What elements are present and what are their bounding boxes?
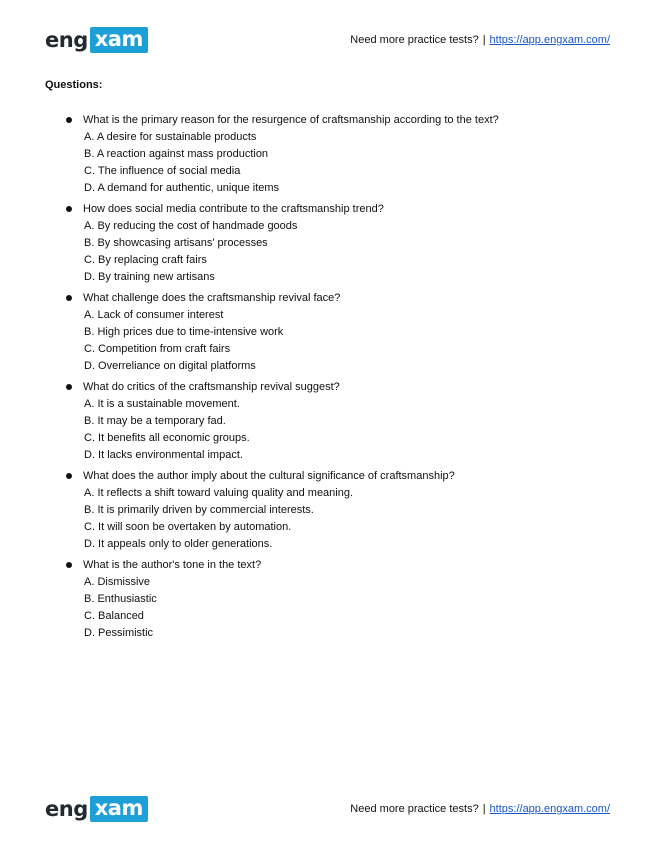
logo-eng-text: eng bbox=[45, 28, 88, 52]
logo-xam-text: xam bbox=[90, 796, 148, 822]
header-practice-link[interactable]: https://app.engxam.com/ bbox=[489, 34, 610, 46]
page-header bbox=[45, 25, 610, 55]
question-text: What challenge does the craftsmanship revival face? bbox=[83, 291, 341, 304]
answer-option: A. By reducing the cost of handmade goods bbox=[84, 219, 298, 232]
footer-practice-link[interactable]: https://app.engxam.com/ bbox=[489, 803, 610, 815]
question-list bbox=[66, 111, 626, 645]
answer-option: D. Pessimistic bbox=[84, 626, 154, 639]
answer-option: D. A demand for authentic, unique items bbox=[84, 181, 280, 194]
engxam-logo-footer[interactable] bbox=[45, 796, 148, 822]
answer-option: A. It reflects a shift toward valuing quality and meaning. bbox=[84, 486, 354, 499]
question-row bbox=[66, 467, 626, 484]
question-item bbox=[66, 467, 626, 552]
answer-option: B. High prices due to time-intensive work bbox=[84, 325, 284, 338]
bullet-icon bbox=[66, 562, 72, 568]
answer-option: C. It benefits all economic groups. bbox=[84, 431, 250, 444]
answer-option: C. By replacing craft fairs bbox=[84, 253, 207, 266]
answer-option: A. Dismissive bbox=[84, 575, 151, 588]
answer-option: A. A desire for sustainable products bbox=[84, 130, 257, 143]
question-row bbox=[66, 289, 626, 306]
option-list bbox=[84, 484, 626, 552]
question-item bbox=[66, 289, 626, 374]
answer-option: B. Enthusiastic bbox=[84, 592, 157, 605]
question-row bbox=[66, 200, 626, 217]
questions-heading: Questions: bbox=[45, 79, 103, 91]
answer-option: C. The influence of social media bbox=[84, 164, 241, 177]
bullet-icon bbox=[66, 473, 72, 479]
bullet-icon bbox=[66, 206, 72, 212]
header-separator: | bbox=[482, 34, 486, 46]
header-promo bbox=[350, 34, 610, 46]
footer-promo-text: Need more practice tests? bbox=[350, 803, 479, 815]
logo-xam-text: xam bbox=[90, 27, 148, 53]
answer-option: C. Balanced bbox=[84, 609, 144, 622]
footer-promo bbox=[350, 803, 610, 815]
answer-option: A. It is a sustainable movement. bbox=[84, 397, 240, 410]
question-text: What is the author's tone in the text? bbox=[83, 558, 262, 571]
page-footer bbox=[45, 794, 610, 824]
option-list bbox=[84, 128, 626, 196]
question-text: What is the primary reason for the resurgence of craftsmanship according to the text? bbox=[83, 113, 499, 126]
answer-option: D. It appeals only to older generations. bbox=[84, 537, 273, 550]
question-item bbox=[66, 556, 626, 641]
answer-option: D. By training new artisans bbox=[84, 270, 215, 283]
answer-option: D. It lacks environmental impact. bbox=[84, 448, 243, 461]
question-text: What does the author imply about the cultural significance of craftsmanship? bbox=[83, 469, 455, 482]
bullet-icon bbox=[66, 295, 72, 301]
answer-option: B. A reaction against mass production bbox=[84, 147, 269, 160]
option-list bbox=[84, 573, 626, 641]
option-list bbox=[84, 306, 626, 374]
question-row bbox=[66, 378, 626, 395]
answer-option: B. It may be a temporary fad. bbox=[84, 414, 226, 427]
answer-option: B. By showcasing artisans' processes bbox=[84, 236, 268, 249]
answer-option: D. Overreliance on digital platforms bbox=[84, 359, 256, 372]
question-item bbox=[66, 200, 626, 285]
question-row bbox=[66, 556, 626, 573]
question-item bbox=[66, 111, 626, 196]
logo-eng-text: eng bbox=[45, 797, 88, 821]
bullet-icon bbox=[66, 384, 72, 390]
answer-option: C. It will soon be overtaken by automation. bbox=[84, 520, 292, 533]
engxam-logo[interactable] bbox=[45, 27, 148, 53]
header-promo-text: Need more practice tests? bbox=[350, 34, 479, 46]
option-list bbox=[84, 395, 626, 463]
answer-option: A. Lack of consumer interest bbox=[84, 308, 224, 321]
answer-option: B. It is primarily driven by commercial interests. bbox=[84, 503, 314, 516]
bullet-icon bbox=[66, 117, 72, 123]
answer-option: C. Competition from craft fairs bbox=[84, 342, 231, 355]
question-text: How does social media contribute to the craftsmanship trend? bbox=[83, 202, 384, 215]
footer-separator: | bbox=[482, 803, 486, 815]
question-text: What do critics of the craftsmanship revival suggest? bbox=[83, 380, 340, 393]
question-item bbox=[66, 378, 626, 463]
question-row bbox=[66, 111, 626, 128]
option-list bbox=[84, 217, 626, 285]
